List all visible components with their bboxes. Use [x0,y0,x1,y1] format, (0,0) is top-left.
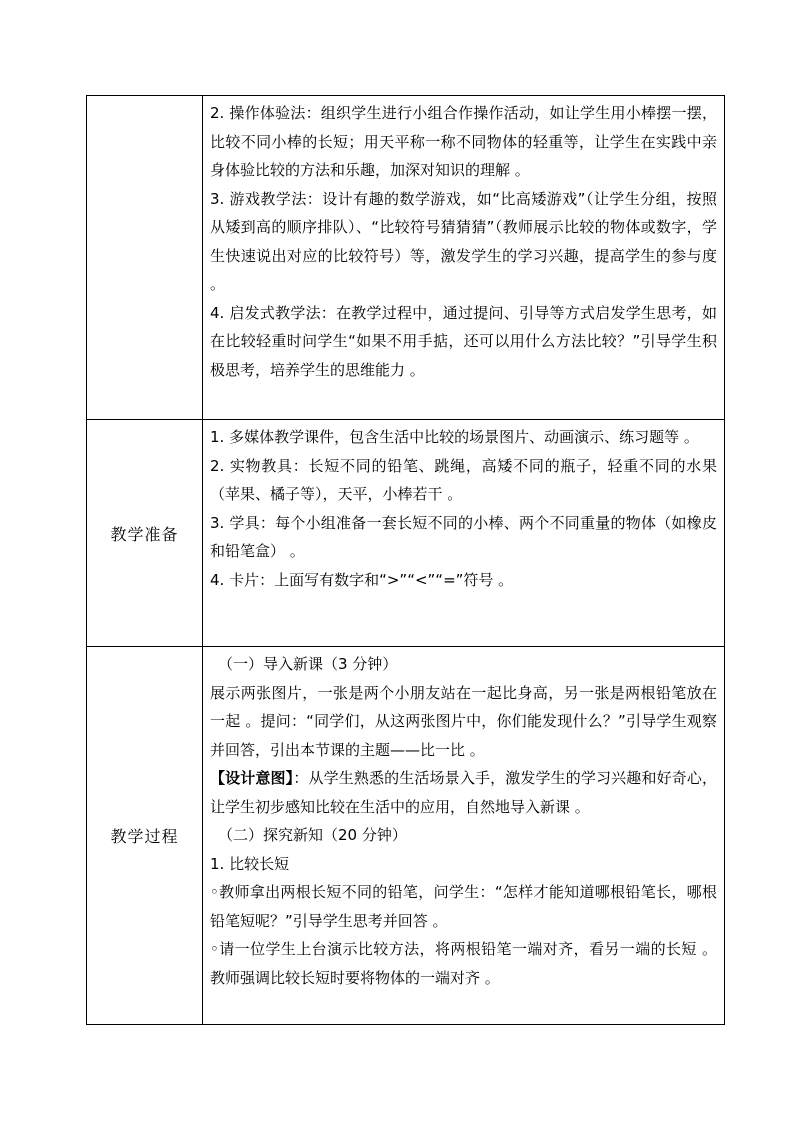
section-explore-title: （二）探究新知（20 分钟） [218,826,407,844]
section-intro-title: （一）导入新课（3 分钟） [218,655,398,673]
row-label-empty [87,96,203,420]
intro-text: 展示两张图片，一张是两个小朋友站在一起比身高，另一张是两根铅笔放在一起 。提问：“同学们，从这两张图片中，你们能发现什么？”引导学生观察并回答，引出本节课的主题——比一比 。 [210,683,717,759]
teaching-preparation-content [203,420,725,647]
teaching-preparation-row [87,420,725,647]
prep-student-tools: 3. 学具：每个小组准备一套长短不同的小棒、两个不同重量的物体（如橡皮和铅笔盒） 。 [210,513,717,560]
lesson-plan-table [86,95,725,1025]
row-label-preparation: 教学准备 [87,420,203,647]
method-heuristic: 4. 启发式教学法：在教学过程中，通过提问、引导等方式启发学生思考，如在比较轻重时问学生“如果不用手掂，还可以用什么方法比较？”引导学生积极思考，培养学生的思维能力 。 [210,303,717,379]
compare-length-title: 1. 比较长短 [210,854,290,873]
method-operation: 2. 操作体验法：组织学生进行小组合作操作活动，如让学生用小棒摆一摆，比较不同小棒的长短；用天平称一称不同物体的轻重等，让学生在实践中亲身体验比较的方法和乐趣，加深对知识的理解 。 [210,104,717,179]
prep-multimedia: 1. 多媒体教学课件，包含生活中比较的场景图片、动画演示、练习题等 。 [210,428,699,446]
design-intent [210,764,717,821]
row-label-process: 教学过程 [87,647,203,1025]
prep-physical-aids: 2. 实物教具：长短不同的铅笔、跳绳，高矮不同的瓶子，轻重不同的水果（苹果、橘子等），天平，小棒若干 。 [210,456,717,503]
teaching-process-content [203,647,725,1025]
bullet-student-demo: ◦请一位学生上台演示比较方法，将两根铅笔一端对齐，看另一端的长短 。教师强调比较长短时要将物体的一端对齐 。 [210,940,717,987]
prep-cards: 4. 卡片：上面写有数字和“>”“<”“=”符号 。 [210,570,514,589]
bullet-teacher-pencils: ◦教师拿出两根长短不同的铅笔，问学生：“怎样才能知道哪根铅笔长，哪根铅笔短呢？”引导学生思考并回答 。 [210,883,717,930]
teaching-methods-content [203,96,725,420]
method-game: 3. 游戏教学法：设计有趣的数学游戏，如“比高矮游戏”（让学生分组，按照从矮到高的顺序排队）、“比较符号猜猜猜”（教师展示比较的物体或数字，学生快速说出对应的比较符号）等，激发学生的学习兴趣，提高学生的参与度 。 [210,189,717,293]
design-intent-text: ：从学生熟悉的生活场景入手，激发学生的学习兴趣和好奇心，让学生初步感知比较在生活中的应用，自然地导入新课 。 [210,769,717,816]
teaching-methods-row [87,96,725,420]
teaching-process-row [87,647,725,1025]
design-intent-label: 【设计意图】 [210,769,294,787]
